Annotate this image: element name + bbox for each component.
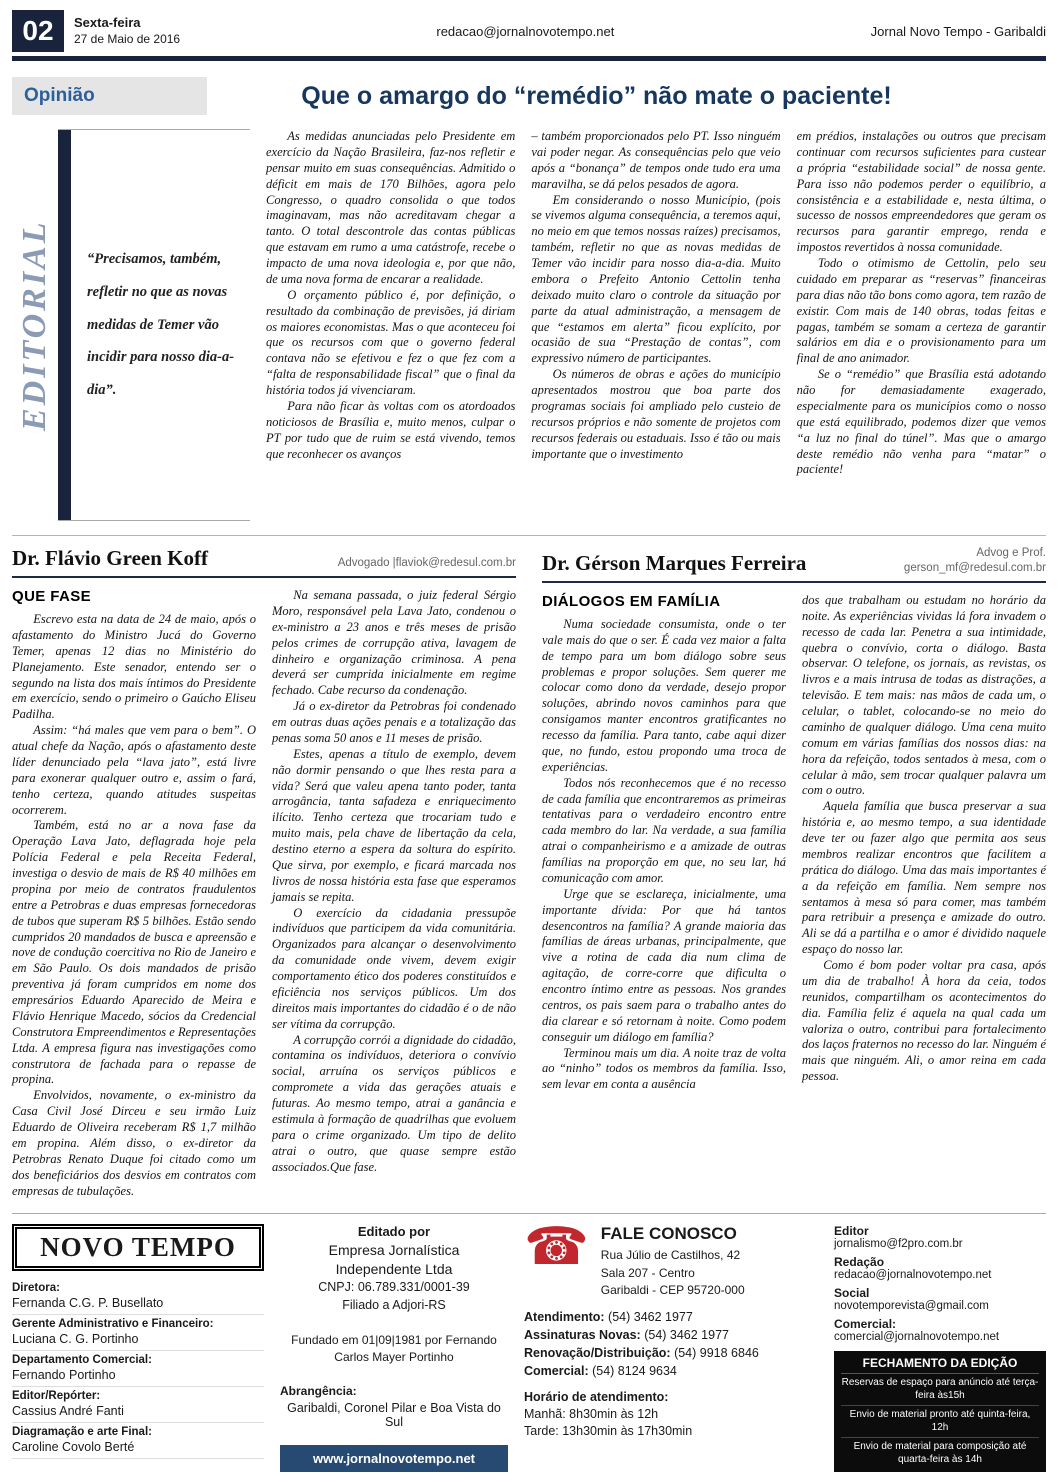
paragraph: Reservas de espaço para anúncio até terça-feira às15h: [841, 1374, 1039, 1406]
address-line-1: Rua Júlio de Castilhos, 42: [600, 1248, 741, 1263]
publisher-affiliation: Filiado a Adjori-RS: [342, 1297, 446, 1312]
staff-name: Luciana C. G. Portinho: [12, 1332, 139, 1347]
section-label-opiniao: Opinião: [12, 77, 207, 115]
publisher-column: [280, 1224, 508, 1472]
paragraph: Para não ficar às voltas com os atordoados noticiosos de Brasília e, muito menos, culpar o PT por tudo que de ruim se está vivendo, temos que reconhecer os avanços: [266, 398, 516, 461]
author-credentials-koff: Advogado |flaviok@redesul.com.br: [337, 557, 516, 570]
article-koff: [12, 546, 516, 1199]
staff-name: Fernanda C.G. P. Busellato: [12, 1296, 164, 1311]
editorial-section: [12, 129, 1046, 521]
staff-entry: [12, 1315, 264, 1351]
paragraph: Envio de material pronto até quinta-feira, 12h: [841, 1406, 1039, 1438]
paragraph: Como é bom poder voltar pra casa, após um dia de trabalho! À hora da ceia, todos reunidos, compartilham os acontecimentos do dia. Família feliz é aquela na qual cada um valoriza o outro, contribui para fortalecimento dos laços fraternos no recesso do lar. Ninguém é mais que ninguém. Ali, o amor reina em cada pessoa.: [802, 958, 1046, 1084]
contact-header: [524, 1218, 818, 1299]
date-block: [74, 15, 180, 46]
ferreira-column-1-text: [542, 617, 786, 1093]
hours-morning: Manhã: 8h30min às 12h: [524, 1406, 659, 1421]
page-footer: [12, 1213, 1046, 1482]
email-entry: [834, 1224, 1046, 1250]
staff-role: Diretora:: [12, 1282, 60, 1295]
hours-label: Horário de atendimento:: [524, 1389, 669, 1404]
credentials-line-1: Advog e Prof.: [976, 547, 1046, 559]
published-by-label: Editado por: [357, 1224, 431, 1240]
paragraph: Se o “remédio” que Brasília está adotando não for demasiadamente exagerado, especialmente para os municípios como o nosso que está equilibrado, podemos dizer que vemos “a luz no final do túnel”. Mas que o amargo deste remédio não venha para “matar” o paciente!: [796, 367, 1046, 477]
editorial-pull-quote: “Precisamos, também, refletir no que as novas medidas de Temer vão incidir para nosso dia-a-dia”.: [87, 251, 235, 398]
koff-column-1-text: [12, 612, 256, 1199]
paragraph: – também proporcionados pelo PT. Isso ninguém vai poder negar. As consequências pelo que veio após a “bonança” de tempos onde tudo era uma maravilha, se dá pelos pesados de agora.: [531, 129, 781, 191]
telephone-icon: ☎: [524, 1218, 589, 1277]
email-entry: [834, 1255, 1046, 1281]
phone-line: [524, 1310, 818, 1324]
editorial-column-3: [797, 129, 1046, 521]
author-credentials-ferreira: [904, 546, 1046, 576]
staff-name: Fernando Portinho: [12, 1368, 116, 1383]
email-label: Social: [834, 1286, 870, 1301]
page-header: [12, 8, 1046, 56]
phone-label: Comercial:: [524, 1363, 589, 1378]
section-divider: [12, 535, 1046, 536]
koff-column-2: [272, 588, 516, 1199]
phone-label: Renovação/Distribuição:: [524, 1345, 671, 1360]
phone-number: (54) 3462 1977: [644, 1327, 729, 1342]
phone-list: [524, 1310, 818, 1378]
article-title-dialogos: DIÁLOGOS EM FAMÍLIA: [542, 592, 721, 610]
phone-label: Assinaturas Novas:: [524, 1327, 641, 1342]
article-title-que-fase: QUE FASE: [12, 588, 92, 605]
website-bar: www.jornalnovotempo.net: [280, 1445, 508, 1472]
page-number: 02: [12, 10, 64, 52]
staff-role: Diagramação e arte Final:: [12, 1426, 152, 1439]
email-entry: [834, 1286, 1046, 1312]
email-label: Comercial:: [834, 1317, 897, 1332]
editorial-vertical-label: EDITORIAL: [16, 219, 53, 431]
paper-name: Jornal Novo Tempo - Garibaldi: [870, 23, 1046, 39]
contact-column: [524, 1218, 818, 1472]
editorial-quote-box: [58, 129, 250, 521]
editorial-column-2: [531, 129, 780, 521]
article-koff-body: [12, 588, 516, 1199]
ferreira-column-1: [542, 593, 786, 1093]
paragraph: Todos nós reconhecemos que é no recesso de cada família que encontraremos as primeiras tentativas para o verdadeiro encontro entre cada membro do lar. Na verdade, a sua família atrai o companheirismo e a amizade de outras famílias na proporção em que, no seu lar, há comunicação com amor.: [542, 775, 786, 885]
paragraph: Aquela família que busca preservar a sua história e, ao mesmo tempo, a sua identidade deve ter ou fazer algo que permita aos seus membros realizar encontros que facilitem a prática do diálogo. Uma das mais importantes é a da refeição em família. Nem sempre nos sentamos à mesa só para comer, mas também para retribuir a presença e amizade do outro. Ali se dá a partilha e o amor é dividido naquele espaço do nosso lar.: [802, 799, 1046, 957]
staff-role: Editor/Repórter:: [12, 1390, 101, 1403]
newspaper-logo: NOVO TEMPO: [12, 1224, 264, 1271]
staff-role: Departamento Comercial:: [12, 1354, 152, 1367]
koff-column-1: [12, 588, 256, 1199]
staff-name: Cassius André Fanti: [12, 1404, 124, 1419]
paragraph: Todo o otimismo de Cettolin, pelo seu cuidado em preparar as “reservas” financeiras para dias não tão bons como agora, tem razão de existir. Com mais de 140 obras, todas feitas e pagas, também se somam a certeza de garantir salários em dia e o provisionamento para um final de ano animador.: [796, 256, 1046, 366]
staff-column: [12, 1224, 264, 1472]
issue-date: 27 de Maio de 2016: [74, 31, 181, 46]
email-entry: [834, 1317, 1046, 1343]
paragraph: dos que trabalham ou estudam no horário da noite. As experiências vividas lá fora invadem o recesso de cada lar. Penetra a sua intimidade, quebra o convívio, corta o diálogo. Basta observar. O telefone, os jornais, as revistas, os livros e a mais intrusa de todas as distrações, a televisão. E tem mais: nas mãos de cada um, o celular, o tablet, colocando-se no meio do caminho de qualquer diálogo. Uma cena muito comum em várias famílias dos nossos dias: na hora da refeição, todos sentados à mesa, com o celular à mão, sem trocar qualquer palavra um com o outro.: [802, 592, 1046, 798]
address-line-3: Garibaldi - CEP 95720-000: [600, 1283, 745, 1298]
paragraph: A corrupção corrói a dignidade do cidadão, contamina os indivíduos, deteriora o convívio social, arruína os serviços públicos e compromete a vida das gerações atuais e futuras. Ao mesmo tempo, atrai a ganância e estimula à formação de quadrilhas que evoluem para o crime organizado. Um tipo de delito atrai o outro, que quase sempre estão associados.Que fase.: [272, 1032, 516, 1174]
paragraph: Estes, apenas a título de exemplo, devem não dormir pensando o que lhes resta para a vida? Será que valeu apena tanto poder, tanta arrogância, tanta safadeza e enriquecimento ilícito. Tenho certeza que trocariam tudo e muito mais, pela chave de libertação da cela, destino eterno a espera da soltura do espírito. Que sirva, por exemplo, e ficará marcada nos livros de nossa história esta fase que esperamos jamais se repita.: [272, 746, 516, 904]
header-rule: [12, 56, 1046, 61]
coverage-label: Abrangência:: [280, 1383, 357, 1398]
ferreira-column-2: [802, 593, 1046, 1093]
email-address: jornalismo@f2pro.com.br: [834, 1238, 963, 1251]
paragraph: As medidas anunciadas pelo Presidente em exercício da Nação Brasileira, faz-nos refletir e pensar muito em suas consequências. Admitido o déficit em mais de 170 Bilhões, agora pelo Congresso, o quadro consolida o que todos imaginavam, mas não acreditavam chegar a tanto. O total descontrole das contas públicas que estavam em rumo a uma catástrofe, recebe o impacto de uma nova ideologia e, por que não, de uma nova forma de encarar a realidade.: [266, 129, 516, 286]
phone-label: Atendimento:: [524, 1309, 605, 1324]
email-address: novotemporevista@gmail.com: [834, 1300, 989, 1313]
paragraph: O orçamento público é, por definição, o resultado da combinação de previsões, já diriam os maiores economistas. Mas o que aconteceu foi que os recursos com que o governo federal contava não se efetivou e fez o que fez com a “falta de responsabilidade fiscal” que o final da história todos já vivenciaram.: [266, 287, 516, 397]
phone-line: [524, 1328, 818, 1342]
paragraph: Já o ex-diretor da Petrobras foi condenado em outras duas ações penais e a totalização das penas soma 50 anos e 11 meses de prisão.: [272, 699, 516, 745]
author-name-ferreira: Dr. Gérson Marques Ferreira: [542, 550, 807, 575]
staff-entry: [12, 1423, 264, 1459]
edition-closing-box: [834, 1351, 1046, 1472]
emails-column: [834, 1224, 1046, 1472]
phone-number: (54) 8124 9634: [592, 1363, 677, 1378]
header-email: redacao@jornalnovotempo.net: [436, 23, 615, 39]
publisher-name-line2: Independente Ltda: [335, 1261, 453, 1278]
weekday: Sexta-feira: [74, 15, 141, 31]
staff-name: Caroline Covolo Berté: [12, 1440, 135, 1455]
coverage-areas: Garibaldi, Coronel Pilar e Boa Vista do Sul: [287, 1400, 501, 1429]
phone-line: [524, 1346, 818, 1360]
staff-role: Gerente Administrativo e Financeiro:: [12, 1318, 214, 1331]
staff-entry: [12, 1279, 264, 1315]
paragraph: em prédios, instalações ou outros que precisam continuar com recursos suficientes para custear a própria “estabilidade social” de nossa gente. Para isso não podemos perder o equilíbrio, a consistência e a estabilidade e, nesta última, o sucesso de nossos empreendedores que geram os recursos para garantir emprego, renda e impostos revertidos à nossa comunidade.: [796, 129, 1046, 255]
paragraph: Envolvidos, novamente, o ex-ministro da Casa Civil José Dirceu e seu irmão Luiz Eduardo de Oliveira receberam R$ 1,7 milhão em propina. Além disso, o ex-diretor da Petrobras Renato Duque foi citado como um dos beneficiários dos desvios em contratos com empresas de tubulações.: [12, 1088, 256, 1198]
publisher-name-line1: Empresa Jornalística: [328, 1242, 460, 1259]
article-ferreira-body: [542, 593, 1046, 1093]
phone-number: (54) 9918 6846: [674, 1345, 759, 1360]
article-koff-header: [12, 546, 516, 578]
contact-address-block: [601, 1224, 745, 1299]
founded-line: Fundado em 01|09|1981 por Fernando Carlos Mayer Portinho: [291, 1333, 497, 1364]
publisher-cnpj: CNPJ: 06.789.331/0001-39: [318, 1280, 470, 1295]
editorial-headline: Que o amargo do “remédio” não mate o paciente!: [301, 81, 892, 110]
email-label: Editor: [834, 1224, 869, 1239]
quote-accent-bar: [58, 130, 71, 520]
article-ferreira: [542, 546, 1046, 1199]
email-address: comercial@jornalnovotempo.net: [834, 1331, 1000, 1344]
author-name-koff: Dr. Flávio Green Koff: [12, 546, 208, 570]
editorial-left-rail: [12, 129, 250, 521]
paragraph: Em considerando o nosso Município, (pois se vivemos alguma consequência, a teremos aqui, no meio em que temos nossas raízes) precisamos, também, refletir no que as novas medidas de Temer vão incidir para nosso dia-a-dia. Muito embora o Prefeito Antonio Cettolin tenha deixado muito claro o controle da situação por parte da atual administração, a mensagem de que “estamos em alerta” ficou explícito, por ocasião de sua “Prestação de contas”, com expressivo número de participantes.: [531, 192, 781, 366]
paragraph: O exercício da cidadania pressupõe indivíduos que participem da vida comunitária. Organizados para alcançar o desenvolvimento da comunidade onde vivem, devem exigir comportamento ético dos poderes constituídos e eficiência nos serviços públicos. Um dos direitos mais importantes do cidadão é o de não ser vítima da corrupção.: [272, 905, 516, 1031]
closing-title: FECHAMENTO DA EDIÇÃO: [841, 1356, 1039, 1374]
paragraph: Na semana passada, o juiz federal Sérgio Moro, responsável pela Lava Jato, condenou o ex-ministro a 23 anos e três meses de prisão pelos crimes de corrupção ativa, lavagem de dinheiro e organização criminosa. A pena deverá ser cumprida inicialmente em regime fechado. Cabe recurso da condenação.: [272, 588, 516, 698]
columnists-section: [12, 546, 1046, 1199]
opinion-row: [12, 77, 1046, 115]
hours-afternoon: Tarde: 13h30min às 17h30min: [524, 1423, 693, 1438]
closing-deadlines: [841, 1374, 1039, 1466]
paragraph: Os números de obras e ações do município apresentados mostrou que boa parte dos programas sociais foi ampliado pelo custeio de recursos próprios e não somente de projetos com recursos federais ou estaduais. Isso é tão ou mais importante que o investimento: [531, 367, 781, 461]
article-ferreira-header: [542, 546, 1046, 583]
paragraph: Também, está no ar a nova fase da Operação Lava Jato, deflagrada hoje pela Polícia Federal e pela Receita Federal, investiga o desvio de mais de R$ 40 milhões em propina por meio de contratos fraudulentos entre a Petrobras e duas empresas fornecedoras de tubos que superam R$ 5 bilhões. Estão sendo cumpridos 20 mandados de busca e apreensão e nove de condução coercitiva no Rio de Janeiro e em São Paulo. Os dois mandados de prisão preventiva já foram cumpridos em nome dos empresários Eduardo Aparecido de Meira e Flávio Henrique Macedo, sócios da Credencial Construtora Empreendimentos e Representações Ltda. A empresa figura nas investigações como construtora de fachada para o repasse de propina.: [12, 818, 256, 1087]
paragraph: Envio de material para composição até quarta-feira às 14h: [853, 1441, 1027, 1465]
contact-title: FALE CONOSCO: [600, 1224, 737, 1244]
paragraph: Urge que se esclareça, inicialmente, uma importante dívida: Por que há tantos desencontros na família? A grande maioria das famílias de áreas urbanas, principalmente, que vive a rotina de cada dia num clima de agitação, de corre-corre que dificulta o encontro íntimo entre as pessoas. Nos grandes centros, os pais saem para o trabalho antes do dia clarear e só retornam à noite. Como podem conseguir um diálogo em família?: [542, 886, 786, 1044]
editorial-column-1: [266, 129, 515, 521]
address-line-2: Sala 207 - Centro: [600, 1265, 695, 1280]
paragraph: Escrevo esta na data de 24 de maio, após o afastamento do Ministro Jucá do Governo Temer, apenas 12 dias no Ministério do Planejamento. Este senador, entendo ser o segundo na lista dos mais íntimos do Presidente em exercício, sendo o primeiro o Gaúcho Eliseu Padilha.: [12, 612, 256, 722]
email-label: Redação: [834, 1255, 885, 1270]
paragraph: Numa sociedade consumista, onde o ter vale mais do que o ser. É cada vez maior a falta de tempo para um bom diálogo sobre seus problemas e propor soluções. Sem querer me colocar como dono da verdade, desejo propor soluções, abrindo novos caminhos para que consigamos manter encontros gratificantes no recesso da família. Para tanto, cabe aqui dizer que, no fundo, estou propondo uma troca de experiências.: [542, 616, 786, 774]
phone-line: [524, 1364, 818, 1378]
paragraph: Terminou mais um dia. A noite traz de volta ao “ninho” todos os membros da família. Isso, sem levar em conta a ausência: [542, 1045, 786, 1092]
staff-entry: [12, 1351, 264, 1387]
phone-number: (54) 3462 1977: [608, 1309, 693, 1324]
paragraph: Assim: “há males que vem para o bem”. O atual chefe da Nação, após o afastamento deste líder denunciado pela “lava jato”, está livre para exonerar qualquer outro e, assim o fará, tenho certeza, quando atitudes suspeitas ocorrerem.: [12, 723, 256, 817]
email-address: redacao@jornalnovotempo.net: [834, 1269, 992, 1282]
staff-entry: [12, 1387, 264, 1423]
credentials-line-2: gerson_mf@redesul.com.br: [903, 561, 1046, 574]
